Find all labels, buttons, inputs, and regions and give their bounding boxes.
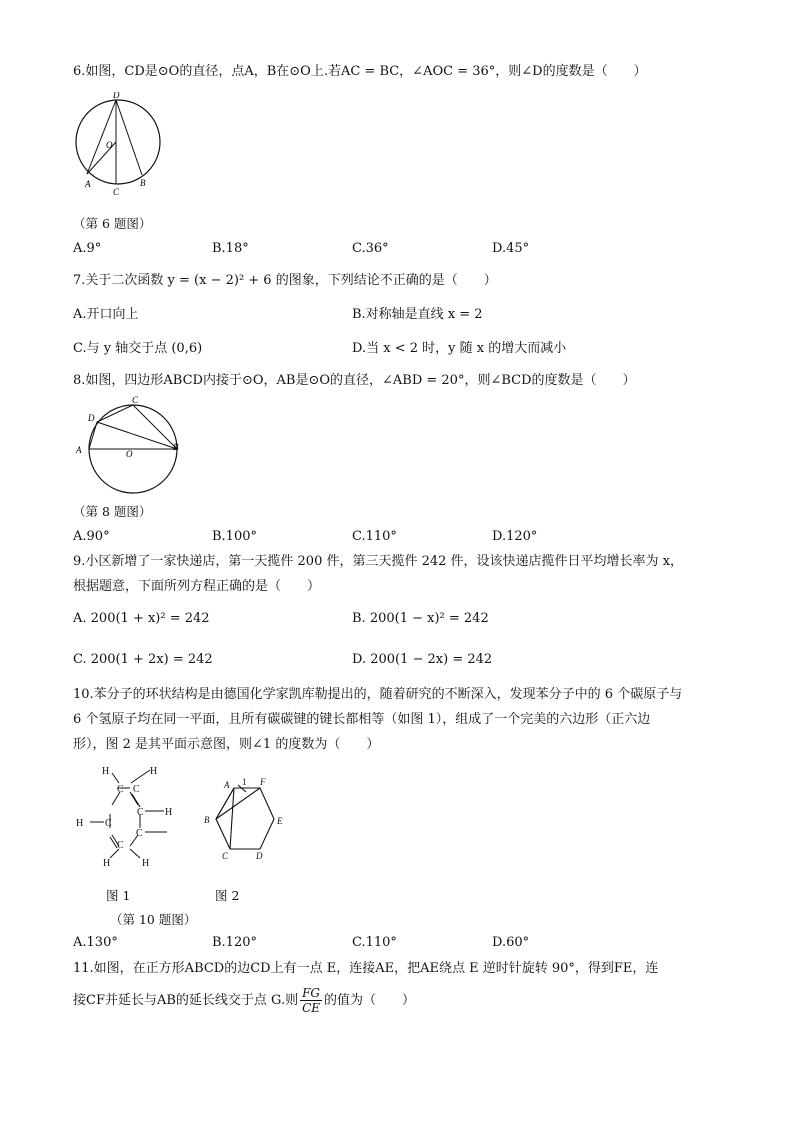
q9-stem-line2: 根据题意，下面所列方程正确的是（ ） <box>73 579 321 594</box>
q10-hexagon-figure <box>198 776 293 862</box>
benzene-c2: C <box>133 784 140 795</box>
q11-stem-pre: 接CF并延长与AB的延长线交于点 G.则 <box>73 993 299 1008</box>
q11-fraction <box>300 986 322 1015</box>
hex-label-d: D <box>256 851 263 861</box>
q6-figure <box>70 92 170 197</box>
q10-option-b: B.120° <box>212 935 257 950</box>
q7-option-d: D.当 x < 2 时，y 随 x 的增大而减小 <box>352 341 567 356</box>
q11-frac-num: FG <box>302 986 321 1000</box>
q6-stem: 6.如图，CD是⊙O的直径，点A，B在⊙O上.若AC = BC，∠AOC = 36°，则∠D的度数是（ ） <box>73 64 647 79</box>
q10-option-c: C.110° <box>352 935 397 950</box>
q7-option-c: C.与 y 轴交于点 (0,6) <box>73 341 203 356</box>
benzene-h2: H <box>150 766 158 777</box>
q6-label-d: D <box>113 92 120 100</box>
q11-stem-post: 的值为（ ） <box>324 993 416 1008</box>
hex-label-b: B <box>204 815 210 825</box>
q8-label-c: C <box>132 395 139 405</box>
benzene-h1: H <box>102 766 110 777</box>
q7-option-b: B.对称轴是直线 x = 2 <box>352 307 483 322</box>
q9-stem-line1: 9.小区新增了一家快递店，第一天揽件 200 件，第三天揽件 242 件，设该快递店揽件日平均增长率为 x， <box>73 554 684 569</box>
benzene-c5: C <box>136 828 143 839</box>
q10-stem-line2: 6 个氢原子均在同一平面，且所有碳碳键的键长都相等（如图 1），组成了一个完美的六边形（正六边 <box>73 712 651 727</box>
q8-option-d: D.120° <box>492 529 538 544</box>
q7-stem: 7.关于二次函数 y = (x − 2)² + 6 的图象，下列结论不正确的是（ ） <box>73 273 497 288</box>
benzene-c4: C <box>105 818 112 829</box>
q11-stem-line1: 11.如图，在正方形ABCD的边CD上有一点 E，连接AE，把AE绕点 E 逆时针旋转 90°，得到FE，连 <box>73 961 659 976</box>
q8-label-o: O <box>126 449 133 459</box>
q6-option-c: C.36° <box>352 241 389 256</box>
q8-label-a: A <box>76 445 82 455</box>
benzene-c1: C <box>117 784 124 795</box>
q11-frac-den: CE <box>302 1001 321 1015</box>
q11-stem-line2 <box>73 986 415 1016</box>
q10-benzene-figure <box>72 766 187 868</box>
hex-label-1: 1 <box>242 777 247 787</box>
hex-label-c: C <box>222 851 229 861</box>
q8-option-a: A.90° <box>73 529 110 544</box>
q6-option-b: B.18° <box>212 241 249 256</box>
q8-figure <box>72 394 187 494</box>
q8-label-d: D <box>88 413 95 423</box>
q7-option-a: A.开口向上 <box>73 307 139 322</box>
q9-option-c: C. 200(1 + 2x) = 242 <box>73 652 213 667</box>
benzene-h3: H <box>165 807 173 818</box>
q6-label-a: A <box>85 179 91 189</box>
hex-label-a: A <box>224 780 230 790</box>
q8-option-c: C.110° <box>352 529 397 544</box>
q6-caption: （第 6 题图） <box>73 216 152 231</box>
benzene-h6: H <box>142 858 150 868</box>
q6-label-o: O <box>106 140 113 150</box>
q6-option-d: D.45° <box>492 241 530 256</box>
q8-caption: （第 8 题图） <box>73 504 152 519</box>
q8-label-b: B <box>173 442 179 452</box>
q10-option-d: D.60° <box>492 935 530 950</box>
q6-option-a: A.9° <box>73 241 102 256</box>
benzene-h4: H <box>76 818 84 829</box>
q10-stem-line3: 形），图 2 是其平面示意图，则∠1 的度数为（ ） <box>73 737 380 752</box>
q10-fig2-label: 图 2 <box>215 888 240 903</box>
hex-label-e: E <box>277 816 283 826</box>
hex-label-f: F <box>260 777 266 787</box>
q10-option-a: A.130° <box>73 935 118 950</box>
q9-option-b: B. 200(1 − x)² = 242 <box>352 611 489 626</box>
q10-caption: （第 10 题图） <box>110 912 197 927</box>
q10-stem-line1: 10.苯分子的环状结构是由德国化学家凯库勒提出的，随着研究的不断深入，发现苯分子中的 6 个碳原子与 <box>73 687 683 702</box>
q6-label-c: C <box>113 187 120 197</box>
q6-label-b: B <box>140 178 146 188</box>
q9-option-d: D. 200(1 − 2x) = 242 <box>352 652 493 667</box>
benzene-c3: C <box>137 807 144 818</box>
benzene-c6: C <box>117 840 124 851</box>
q10-fig1-label: 图 1 <box>106 888 131 903</box>
benzene-h5: H <box>103 858 111 868</box>
q8-stem: 8.如图，四边形ABCD内接于⊙O，AB是⊙O的直径，∠ABD = 20°，则∠BCD的度数是（ ） <box>73 373 636 388</box>
q9-option-a: A. 200(1 + x)² = 242 <box>73 611 210 626</box>
q8-option-b: B.100° <box>212 529 257 544</box>
